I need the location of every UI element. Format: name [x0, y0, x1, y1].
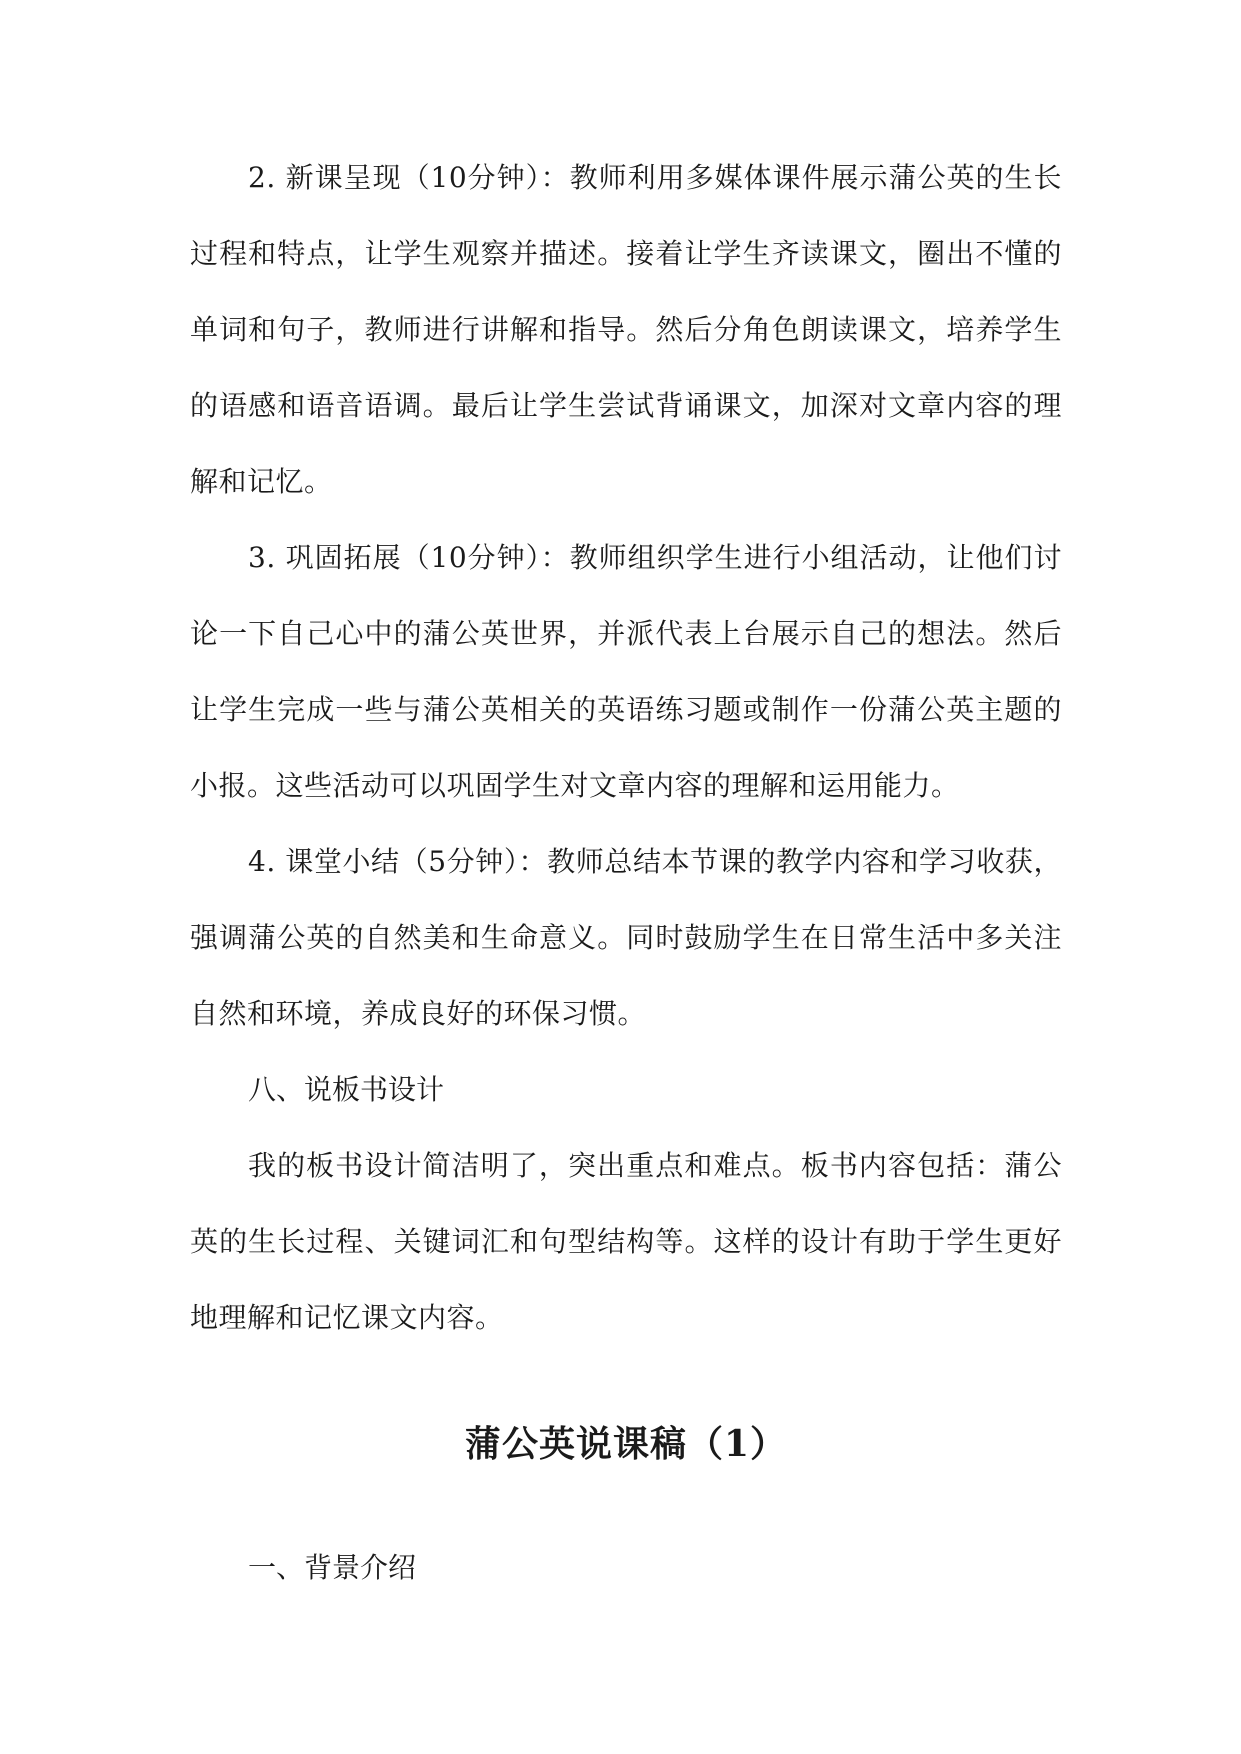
section-heading-board-design: 八、说板书设计 — [248, 1073, 445, 1106]
paragraph-new-lesson: 2. 新课呈现（10分钟）：教师利用多媒体课件展示蒲公英的生长过程和特点，让学生观察并描述。接着让学生齐读课文，圈出不懂的单词和句子，教师进行讲解和指导。然后分角色朗读课文，培养学生的语感和语音语调。最后让学生尝试背诵课文，加深对文章内容的理解和记忆。 — [190, 161, 1062, 498]
document-title: 蒲公英说课稿（1） — [464, 1423, 788, 1465]
paragraph-consolidation: 3. 巩固拓展（10分钟）：教师组织学生进行小组活动，让他们讨论一下自己心中的蒲公英世界，并派代表上台展示自己的想法。然后让学生完成一些与蒲公英相关的英语练习题或制作一份蒲公英主题的小报。这些活动可以巩固学生对文章内容的理解和运用能力。 — [190, 541, 1062, 802]
section-heading-background: 一、背景介绍 — [248, 1551, 417, 1584]
paragraph-board-design: 我的板书设计简洁明了，突出重点和难点。板书内容包括：蒲公英的生长过程、关键词汇和句型结构等。这样的设计有助于学生更好地理解和记忆课文内容。 — [190, 1149, 1062, 1334]
paragraph-summary: 4. 课堂小结（5分钟）：教师总结本节课的教学内容和学习收获，强调蒲公英的自然美和生命意义。同时鼓励学生在日常生活中多关注自然和环境，养成良好的环保习惯。 — [190, 845, 1062, 1030]
document-page — [190, 140, 1062, 1606]
